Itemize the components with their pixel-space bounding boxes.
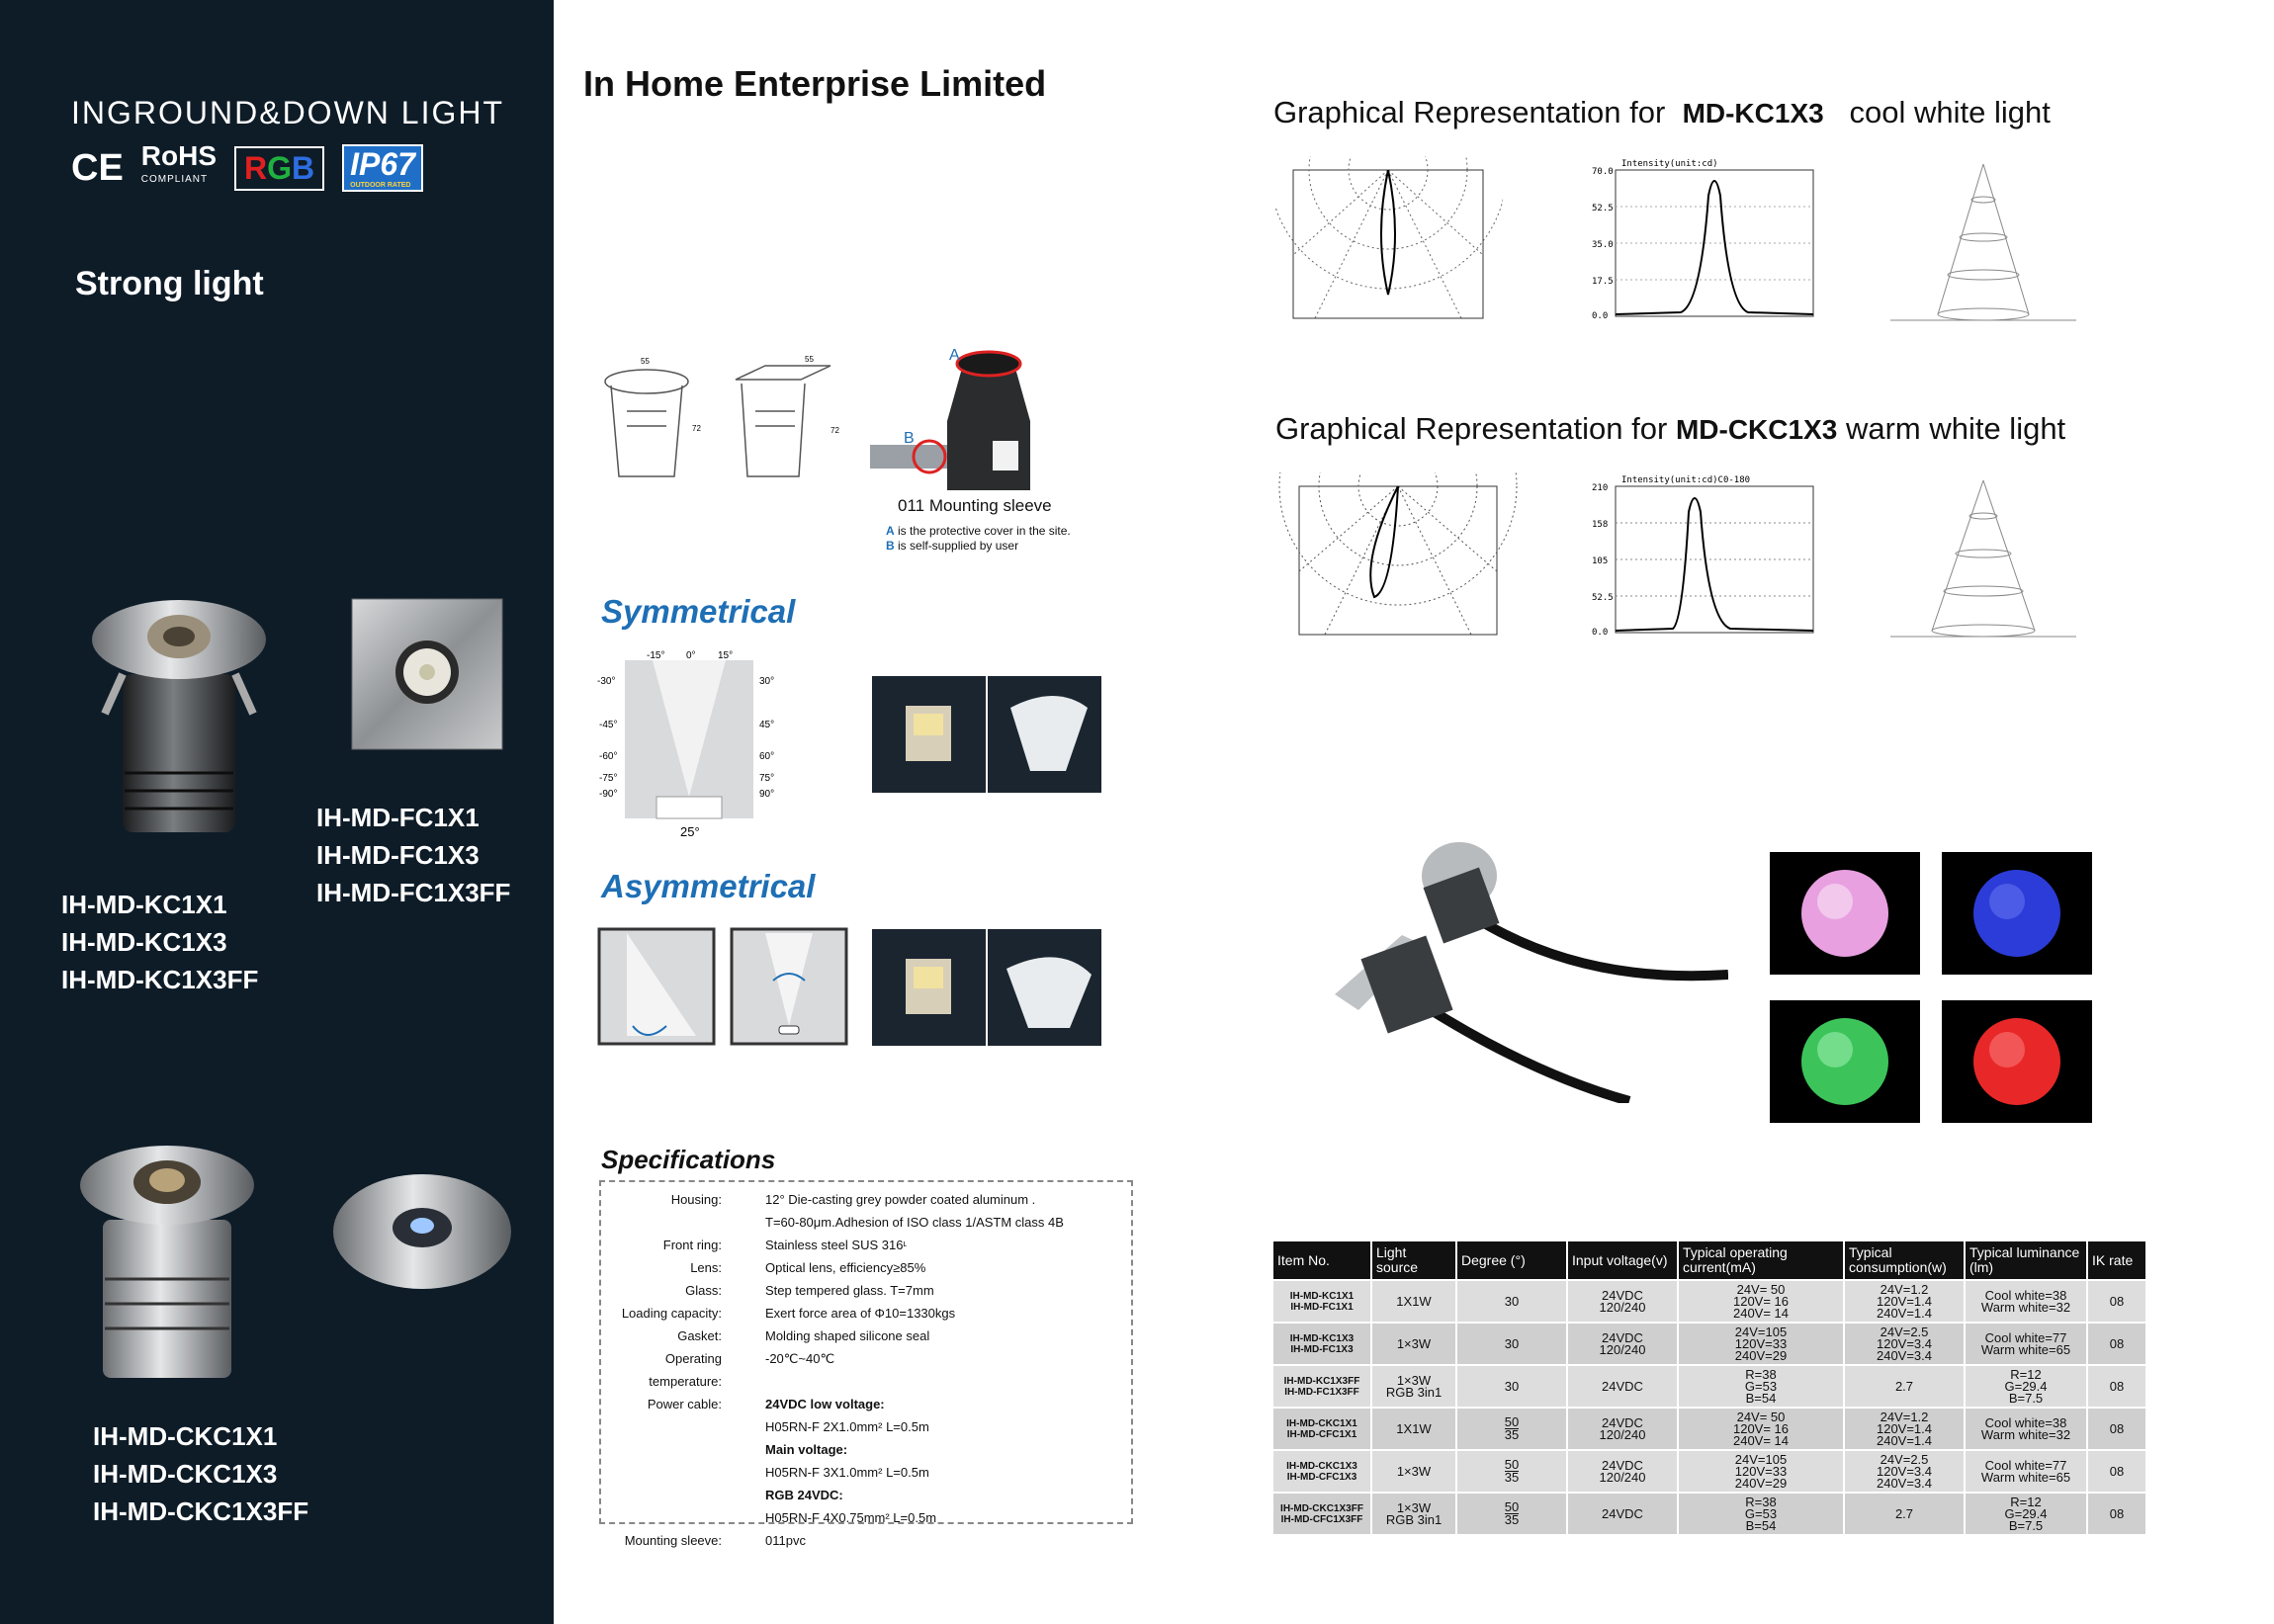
spec-value: H05RN-F 4X0.75mm² L=0.5m [765,1510,937,1525]
cell-line: IH-MD-CFC1X3 [1286,1471,1357,1483]
table-cell [1844,1493,1965,1535]
cell-line: 1×3W [1396,1335,1432,1351]
model-name: IH-MD-CKC1X3FF [93,1496,309,1526]
spec-key [607,1211,765,1234]
cell-line: B=7.5 [2008,1517,2044,1533]
spec-key [607,1484,765,1506]
cell-line: 120V= 16 [1732,1420,1790,1436]
product-spec-table [1271,1239,2147,1536]
table-row [1272,1450,2146,1493]
cell-line: 24VDC [1602,1505,1643,1521]
cell-line: 120V=1.4 [1876,1420,1933,1436]
cell-line: 24VDC [1602,1457,1643,1473]
led-lens-asymmetrical-image [872,929,1101,1046]
table-cell: $\frac{50}{35}$ [1456,1408,1567,1450]
polar-distribution-warm [1275,472,1519,646]
cell-line: 240V=3.4 [1876,1347,1933,1363]
svg-text:90°: 90° [759,789,775,800]
cell-line: 120V=3.4 [1876,1463,1933,1479]
svg-text:72: 72 [692,424,701,433]
intensity-curve-cool [1592,156,1823,330]
table-cell [1272,1493,1371,1535]
svg-text:72: 72 [831,426,839,435]
cell-line: 120/240 [1599,1341,1646,1357]
cell-line: B=54 [1745,1390,1777,1406]
cell-line: 24VDC [1602,1287,1643,1303]
svg-text:15°: 15° [718,650,734,661]
spec-value: H05RN-F 2X1.0mm² L=0.5m [765,1419,929,1434]
svg-text:0.0: 0.0 [1592,628,1609,638]
spec-key: Loading capacity: [621,1306,722,1321]
spec-row [607,1347,1125,1393]
round-inground-light-image [85,595,273,842]
svg-text:17.5: 17.5 [1592,277,1614,287]
ip67-logo [342,144,423,192]
cell-line: G=29.4 [2004,1505,2048,1521]
svg-text:70.0: 70.0 [1592,167,1614,177]
table-cell [1965,1493,2087,1535]
ckc-model-list [93,1417,308,1530]
sidebar [0,0,554,1624]
dimension-drawing [597,352,854,490]
tagline: Strong light [75,265,264,302]
table-cell [1371,1280,1456,1323]
table-cell [1844,1408,1965,1450]
cell-line: 24VDC [1602,1329,1643,1345]
table-cell [1678,1323,1844,1365]
table-header: Typical operating current(mA) [1678,1240,1844,1280]
table-cell: 30 [1456,1365,1567,1408]
table-header: Light source [1371,1240,1456,1280]
cell-line: 24VDC [1602,1378,1643,1394]
square-inground-light-image [350,597,504,751]
spec-row [607,1211,1125,1234]
table-cell: $\frac{50}{35}$ [1456,1450,1567,1493]
cell-line: 24V=2.5 [1880,1324,1929,1339]
cell-line: 240V=29 [1734,1347,1788,1363]
cell-line: IH-MD-CFC1X1 [1286,1428,1357,1440]
certification-logos [71,140,423,192]
cell-line: 1X1W [1396,1420,1432,1436]
cell-line: Warm white=65 [1980,1469,2071,1485]
model-name: IH-MD-FC1X3 [316,840,480,870]
spec-row [607,1529,1125,1552]
cell-line: 24V=1.2 [1880,1281,1929,1297]
cell-line: 120/240 [1599,1469,1646,1485]
model-name: IH-MD-FC1X3FF [316,878,511,907]
table-cell [1371,1493,1456,1535]
table-cell [1371,1408,1456,1450]
svg-text:B: B [904,430,915,447]
ckc-flush-light-image [328,1170,516,1293]
svg-text:-75°: -75° [599,773,618,784]
color-chip-green [1770,1000,1920,1123]
rgb-logo: RGB [234,146,324,191]
table-header: Input voltage(v) [1567,1240,1678,1280]
cell-line: Warm white=32 [1980,1426,2071,1442]
cell-line: Cool white=38 [1984,1414,2067,1430]
mounting-sleeve-caption: 011 Mounting sleeve [898,496,1052,515]
svg-text:158: 158 [1592,520,1609,530]
cell-line: Cool white=38 [1984,1287,2067,1303]
cell-line: 240V= 14 [1732,1432,1790,1448]
cell-line: RGB 3in1 [1385,1511,1443,1527]
table-cell [1272,1323,1371,1365]
intensity-curve-warm [1592,472,1823,646]
table-cell [1678,1280,1844,1323]
cell-line: 1×3W [1396,1463,1432,1479]
spec-value: -20℃~40℃ [765,1351,835,1366]
rohs-logo [140,140,218,192]
color-chip-blue [1942,852,2092,975]
table-cell [1567,1450,1678,1493]
cell-line: 24V=105 [1734,1324,1788,1339]
spec-key [607,1415,765,1438]
ip67-subtext: OUTDOOR RATED [350,182,411,189]
table-cell [1844,1323,1965,1365]
spec-key: Gasket: [677,1328,722,1343]
cell-line: 120V=33 [1734,1463,1788,1479]
cell-line: IH-MD-FC1X3FF [1284,1386,1359,1398]
svg-text:-15°: -15° [647,650,665,661]
cell-line: 240V=3.4 [1876,1475,1933,1491]
cell-line: G=29.4 [2004,1378,2048,1394]
cell-line: R=38 [1745,1366,1777,1382]
cell-line: 240V=29 [1734,1475,1788,1491]
model-name: IH-MD-KC1X3 [61,927,227,957]
svg-text:105: 105 [1592,556,1609,566]
cell-line: IH-MD-CKC1X3FF [1280,1502,1363,1514]
specifications-box [599,1180,1133,1548]
spec-key: Power cable: [647,1397,722,1411]
cell-line: 1×3W [1396,1499,1432,1515]
color-chip-red [1942,1000,2092,1123]
svg-text:30°: 30° [759,676,775,687]
spec-key: Front ring: [662,1238,722,1252]
spec-value: 12° Die-casting grey powder coated aluminum . [765,1192,1036,1207]
spec-row [607,1415,1125,1438]
table-cell [1371,1323,1456,1365]
table-cell [1567,1408,1678,1450]
cell-line: IH-MD-FC1X1 [1290,1301,1354,1313]
table-cell [1567,1323,1678,1365]
ckc-inground-light-image [73,1141,261,1388]
spec-value: RGB 24VDC: [765,1488,843,1502]
mounting-sleeve-image [870,342,1068,496]
svg-text:45°: 45° [759,720,775,730]
spec-key [607,1506,765,1529]
spec-value: Optical lens, efficiency≥85% [765,1260,926,1275]
svg-text:75°: 75° [759,773,775,784]
spec-key: Housing: [670,1192,722,1207]
cell-line: Cool white=77 [1984,1329,2067,1345]
spec-row [607,1393,1125,1415]
spec-row [607,1188,1125,1211]
table-cell: 30 [1456,1323,1567,1365]
table-cell [1844,1280,1965,1323]
spec-value: 24VDC low voltage: [765,1397,885,1411]
fc-model-list [316,799,510,911]
cell-line: 120/240 [1599,1299,1646,1315]
cell-line: G=53 [1744,1378,1778,1394]
table-cell [1678,1408,1844,1450]
illuminance-cone-cool [1875,156,2092,330]
spec-value: 011pvc [765,1533,806,1548]
graph-cool-title: Graphical Representation for MD-KC1X3 cool white light [1273,95,2051,129]
graph-warm-title: Graphical Representation for MD-CKC1X3 warm white light [1275,411,2066,446]
cell-line: 24V= 50 [1736,1409,1786,1424]
spec-row [607,1325,1125,1347]
table-cell [1965,1365,2087,1408]
polar-distribution-cool [1275,156,1503,330]
spec-row [607,1302,1125,1325]
svg-text:Intensity(unit:cd)C0-180: Intensity(unit:cd)C0-180 [1621,475,1751,485]
table-cell [1678,1365,1844,1408]
table-cell [1844,1365,1965,1408]
symmetrical-beam-diagram [597,648,787,842]
svg-text:55: 55 [805,355,814,364]
table-row [1272,1280,2146,1323]
table-row [1272,1408,2146,1450]
spec-row [607,1279,1125,1302]
spec-row [607,1461,1125,1484]
svg-text:52.5: 52.5 [1592,204,1614,214]
asymmetrical-heading: Asymmetrical [601,868,816,904]
cell-line: IH-MD-CKC1X1 [1286,1417,1357,1429]
table-cell: $\frac{50}{35}$ [1456,1493,1567,1535]
spec-row [607,1506,1125,1529]
cell-line: R=12 [2010,1494,2042,1509]
svg-text:55: 55 [641,357,650,366]
table-cell: 30 [1456,1280,1567,1323]
table-header: Item No. [1272,1240,1371,1280]
svg-text:210: 210 [1592,483,1609,493]
spec-value: Step tempered glass. T=7mm [765,1283,934,1298]
spec-key: Operating temperature: [649,1351,722,1389]
table-cell [1272,1365,1371,1408]
model-name: IH-MD-KC1X3FF [61,965,259,994]
cell-line: B=7.5 [2008,1390,2044,1406]
svg-text:0.0: 0.0 [1592,311,1609,321]
model-name: IH-MD-CKC1X1 [93,1421,278,1451]
model-name: IH-MD-FC1X1 [316,803,480,832]
mounting-notes: A is the protective cover in the site. B is self-supplied by user [886,524,1071,553]
svg-text:-45°: -45° [599,720,618,730]
table-header: Degree (°) [1456,1240,1567,1280]
cell-line: 240V=1.4 [1876,1432,1933,1448]
cell-line: IH-MD-KC1X1 [1289,1290,1355,1302]
cell-line: 120V=33 [1734,1335,1788,1351]
table-header: Typical consumption(w) [1844,1240,1965,1280]
table-cell: 08 [2087,1280,2146,1323]
spec-row [607,1484,1125,1506]
cell-line: 1X1W [1396,1293,1432,1309]
cell-line: Warm white=32 [1980,1299,2071,1315]
table-cell [1371,1365,1456,1408]
table-cell: 08 [2087,1323,2146,1365]
table-header: IK rate [2087,1240,2146,1280]
illuminance-cone-warm [1875,472,2092,646]
cell-line: 240V= 14 [1732,1305,1790,1321]
table-cell: 08 [2087,1493,2146,1535]
cell-line: 120/240 [1599,1426,1646,1442]
rohs-text: RoHS [140,140,218,171]
color-chip-pink [1770,852,1920,975]
table-cell: 08 [2087,1408,2146,1450]
table-cell [1844,1450,1965,1493]
svg-text:A: A [949,347,960,364]
cell-line: 120V=3.4 [1876,1335,1933,1351]
cell-line: IH-MD-KC1X3FF [1283,1375,1360,1387]
table-cell [1371,1450,1456,1493]
spec-row [607,1234,1125,1256]
led-lens-symmetrical-image [872,676,1101,793]
svg-text:0°: 0° [686,650,696,661]
cell-line: RGB 3in1 [1385,1384,1443,1400]
svg-text:35.0: 35.0 [1592,240,1614,250]
symmetrical-heading: Symmetrical [601,593,796,630]
spec-value: Main voltage: [765,1442,848,1457]
cell-line: Cool white=77 [1984,1457,2067,1473]
model-name: IH-MD-CKC1X3 [93,1459,278,1489]
svg-text:-90°: -90° [599,789,618,800]
asymmetrical-beam-diagram [597,927,848,1046]
rohs-subtext: COMPLIANT [140,174,209,185]
spec-value: Exert force area of Φ10=1330kgs [765,1306,956,1321]
table-cell [1678,1450,1844,1493]
spec-value: Stainless steel SUS 316ᶫ [765,1238,908,1252]
svg-text:-30°: -30° [597,676,616,687]
cell-line: 240V=1.4 [1876,1305,1933,1321]
cell-line: 24V= 50 [1736,1281,1786,1297]
table-cell: 08 [2087,1450,2146,1493]
svg-text:60°: 60° [759,751,775,762]
table-header: Typical luminance (lm) [1965,1240,2087,1280]
table-cell [1567,1280,1678,1323]
cell-line: 24V=2.5 [1880,1451,1929,1467]
spec-key: Glass: [685,1283,722,1298]
cell-line: B=54 [1745,1517,1777,1533]
spec-value: Molding shaped silicone seal [765,1328,930,1343]
spec-key: Lens: [690,1260,722,1275]
table-cell: 08 [2087,1365,2146,1408]
cell-line: 120V=1.4 [1876,1293,1933,1309]
cell-line: 2.7 [1894,1378,1914,1394]
cell-line: 24V=1.2 [1880,1409,1929,1424]
cell-line: 24VDC [1602,1414,1643,1430]
spec-key: Mounting sleeve: [624,1533,722,1548]
sidebar-title: INGROUND&DOWN LIGHT [71,95,504,130]
cell-line: IH-MD-FC1X3 [1290,1343,1354,1355]
svg-text:Intensity(unit:cd): Intensity(unit:cd) [1621,159,1718,169]
table-row [1272,1493,2146,1535]
ce-mark-icon: CE [71,146,124,189]
svg-text:52.5: 52.5 [1592,593,1614,603]
cell-line: 24V=105 [1734,1451,1788,1467]
table-cell [1272,1280,1371,1323]
cell-line: IH-MD-CFC1X3FF [1280,1513,1363,1525]
cell-line: 120V= 16 [1732,1293,1790,1309]
table-cell [1965,1450,2087,1493]
cell-line: R=38 [1745,1494,1777,1509]
table-cell [1567,1493,1678,1535]
cell-line: IH-MD-CKC1X3 [1286,1460,1357,1472]
cell-line: R=12 [2010,1366,2042,1382]
cell-line: Warm white=65 [1980,1341,2071,1357]
table-row [1272,1323,2146,1365]
model-name: IH-MD-KC1X1 [61,890,227,919]
spec-key [607,1461,765,1484]
svg-text:-60°: -60° [599,751,618,762]
company-name: In Home Enterprise Limited [583,63,1047,104]
ip67-text: IP67 [350,146,415,182]
table-cell [1965,1408,2087,1450]
cell-line: 2.7 [1894,1505,1914,1521]
table-cell [1272,1408,1371,1450]
spec-key [607,1438,765,1461]
specifications-heading: Specifications [601,1145,776,1174]
spec-value: H05RN-F 3X1.0mm² L=0.5m [765,1465,929,1480]
table-row [1272,1365,2146,1408]
table-cell [1965,1280,2087,1323]
cell-line: G=53 [1744,1505,1778,1521]
table-cell [1567,1365,1678,1408]
table-cell [1965,1323,2087,1365]
cell-line: 1×3W [1396,1372,1432,1388]
spec-value: T=60-80μm.Adhesion of ISO class 1/ASTM class 4B [765,1215,1064,1230]
kc-model-list [61,886,258,998]
cell-line: IH-MD-KC1X3 [1289,1332,1355,1344]
table-cell [1272,1450,1371,1493]
spec-row [607,1256,1125,1279]
svg-text:25°: 25° [680,824,700,839]
table-cell [1678,1493,1844,1535]
product-photo-with-cables [1333,836,1728,1103]
spec-row [607,1438,1125,1461]
